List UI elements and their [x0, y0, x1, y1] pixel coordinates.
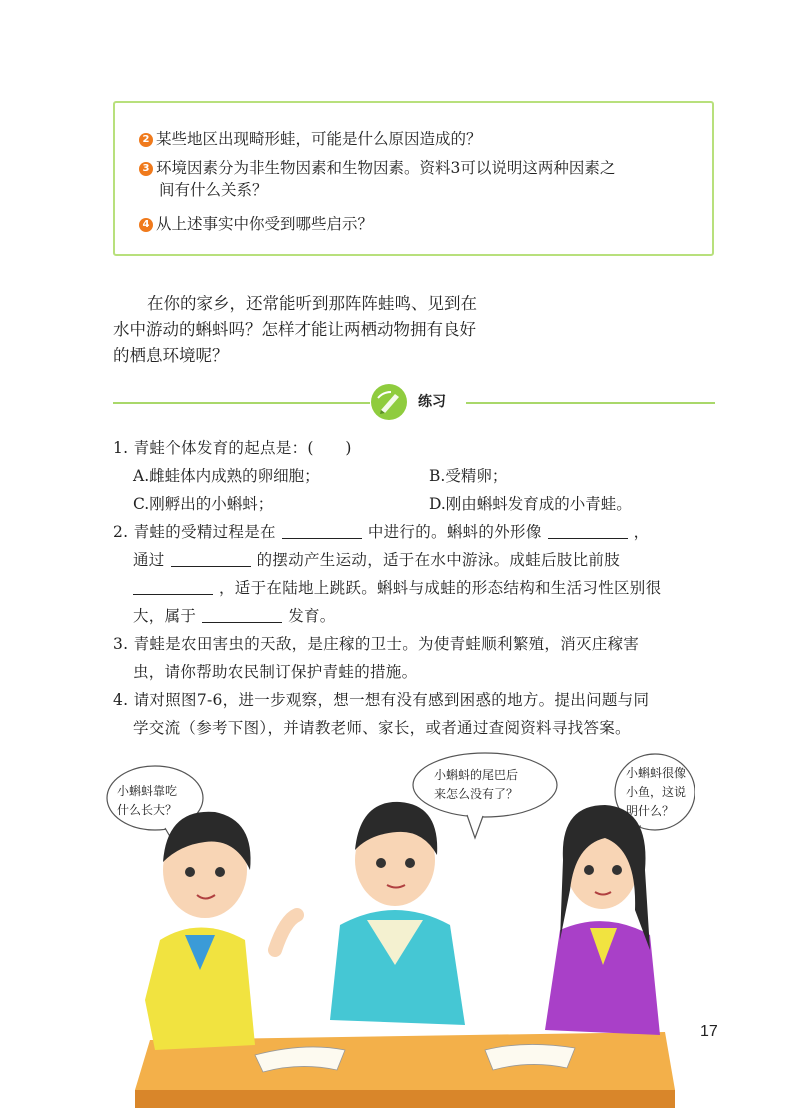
question-item: [139, 213, 373, 235]
bubble-line: 小蝌蚪的尾巴后: [434, 768, 519, 782]
bubble-line: 小鱼，这说: [626, 785, 687, 799]
option-a: A.雌蛙体内成熟的卵细胞；: [133, 467, 320, 485]
discussion-question-box: [113, 101, 714, 256]
fill-blank[interactable]: [171, 550, 251, 567]
exercise-text: ，: [633, 523, 650, 541]
paragraph-line: 在你的家乡，还常能听到那阵阵蛙鸣、见到在: [147, 294, 477, 313]
exercise-4: [113, 686, 723, 742]
question-item: [139, 157, 615, 201]
speech-bubble-text-right: [626, 764, 686, 821]
exercise-line: [113, 602, 723, 630]
exercise-text: 中进行的。蝌蚪的外形像: [367, 523, 542, 541]
exercise-text: 发育。: [288, 607, 336, 625]
bubble-line: 来怎么没有了？: [434, 787, 519, 801]
exercise-line: 学交流（参考下图），并请教老师、家长，或者通过查阅资料寻找答案。: [133, 719, 631, 737]
speech-bubble-text-middle: [434, 766, 518, 804]
speech-bubble-text-left: [117, 782, 177, 820]
exercise-text: 的摆动产生运动，适于在水中游泳。成蛙后肢比前肢: [256, 551, 621, 569]
fill-blank[interactable]: [133, 578, 213, 595]
students-discussion-illustration: [105, 750, 695, 1110]
fill-blank[interactable]: [202, 606, 282, 623]
option-b: B.受精卵；: [429, 467, 508, 485]
question-text: 某些地区出现畸形蛙，可能是什么原因造成的？: [156, 130, 482, 148]
exercise-line: 虫，请你帮助农民制订保护青蛙的措施。: [133, 663, 418, 681]
question-item: [139, 128, 482, 150]
exercise-line: 3. 青蛙是农田害虫的天敌，是庄稼的卫士。为使青蛙顺利繁殖，消灭庄稼害: [113, 635, 640, 653]
paragraph-line: 的栖息环境呢？: [113, 346, 229, 365]
option-c: C.刚孵出的小蝌蚪；: [133, 495, 274, 513]
question-text-continued: 间有什么关系？: [159, 181, 268, 199]
exercise-title: 练习: [418, 394, 446, 410]
question-text: 环境因素分为非生物因素和生物因素。资料3可以说明这两种因素之: [156, 159, 616, 177]
reflection-paragraph: [113, 291, 543, 369]
paragraph-line: 水中游动的蝌蚪吗？怎样才能让两栖动物拥有良好: [113, 320, 476, 339]
exercise-line: [113, 518, 723, 546]
exercise-line: [113, 574, 723, 602]
bubble-line: 小蝌蚪很像: [626, 766, 687, 780]
bubble-line: 小蝌蚪靠吃: [117, 784, 178, 798]
divider-right: [466, 402, 715, 404]
divider-left: [113, 402, 370, 404]
exercise-1: [113, 434, 723, 462]
exercise-text: 2. 青蛙的受精过程是在: [113, 523, 276, 541]
exercise-3: [113, 630, 723, 686]
option-d: D.刚由蝌蚪发育成的小青蛙。: [429, 495, 632, 513]
exercise-text: 通过: [133, 551, 165, 569]
bubble-line: 什么长大？: [117, 803, 178, 817]
exercise-text: ，适于在陆地上跳跃。蝌蚪与成蛙的形态结构和生活习性区别很: [219, 579, 662, 597]
fill-blank[interactable]: [548, 522, 628, 539]
student-right: [545, 805, 660, 1035]
exercise-line: 4. 请对照图7-6，进一步观察，想一想有没有感到困惑的地方。提出问题与同: [113, 691, 650, 709]
student-left: [145, 812, 297, 1050]
pencil-badge-icon: [371, 384, 407, 420]
question-number-badge: 4: [139, 218, 153, 232]
exercise-text: 大，属于: [133, 607, 197, 625]
question-number-badge: 2: [139, 133, 153, 147]
bubble-line: 明什么？: [626, 804, 675, 818]
page-number: 17: [700, 1023, 718, 1040]
fill-blank[interactable]: [282, 522, 362, 539]
student-middle: [330, 802, 465, 1025]
question-number-badge: 3: [139, 162, 153, 176]
exercise-line: [113, 546, 723, 574]
exercise-stem: 1. 青蛙个体发育的起点是：( ): [113, 439, 352, 457]
exercise-2: [113, 518, 723, 630]
question-text: 从上述事实中你受到哪些启示？: [156, 215, 374, 233]
